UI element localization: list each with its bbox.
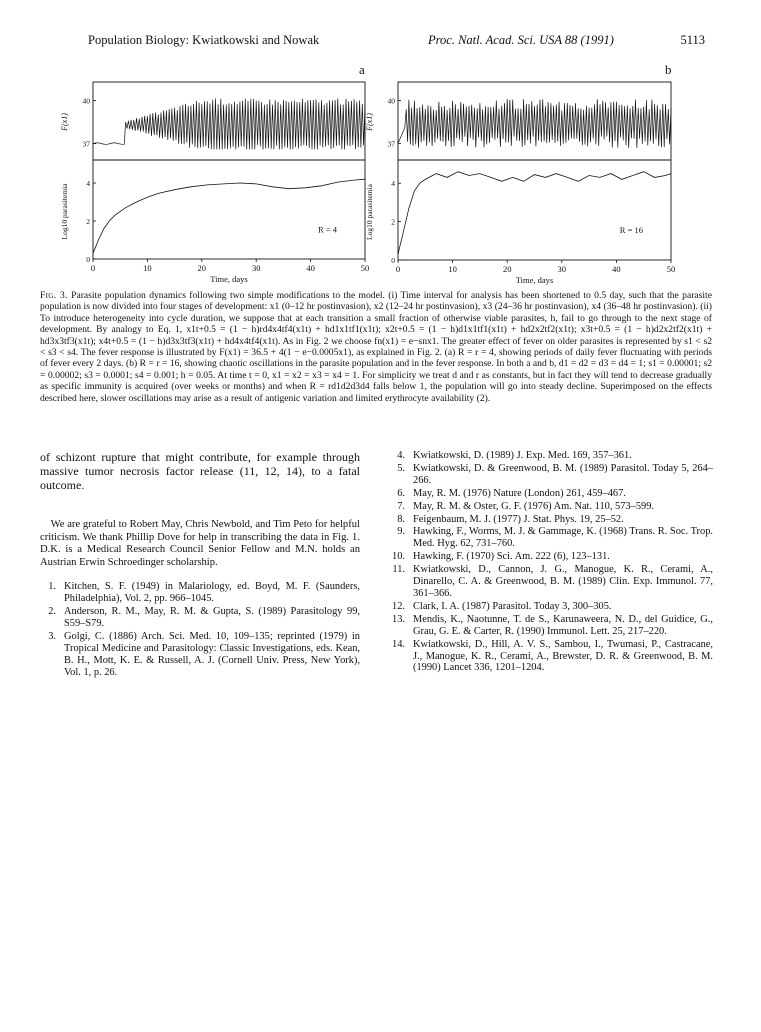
reference-number: 4. (397, 450, 405, 461)
y-tick-label: 40 (82, 96, 90, 106)
reference-item (385, 514, 713, 526)
reference-text: Golgi, C. (1886) Arch. Sci. Med. 10, 109–135; reprinted (1979) in Tropical Medicine and Parasitology: Classic Investigations, eds. Kean, B. H., Mott, K. E. & Russell, A. J. (Cornell Univ. Press, New York), Vol. 1, p. 26. (64, 631, 360, 678)
x-tick-label: 10 (143, 263, 152, 273)
figure-3-charts (0, 0, 761, 290)
reference-number: 12. (392, 600, 405, 612)
x-tick-label: 10 (448, 264, 457, 274)
reference-item (385, 501, 713, 513)
x-tick-label: 50 (666, 264, 676, 274)
reference-text: Feigenbaum, M. J. (1977) J. Stat. Phys. 19, 25–52. (413, 513, 624, 525)
x-tick-label: 40 (306, 263, 315, 273)
reference-number: 6. (397, 487, 405, 499)
x-tick-label: 20 (197, 263, 207, 273)
x-tick-label: 30 (557, 264, 567, 274)
reference-list-left (40, 581, 360, 678)
reference-text: Kwiatkowski, D., Hill, A. V. S., Sambou, I., Twumasi, P., Castracane, J., Manogue, K. R., Cerami, A., Brewster, D. R. & Greenwood, B. M. (1990) Lancet 336, 1201–1204. (413, 638, 713, 674)
x-tick-label: 50 (360, 263, 370, 273)
x-tick-label: 40 (612, 264, 621, 274)
reference-item (385, 601, 713, 613)
x-axis-label: Time, days (515, 275, 554, 285)
y-axis-label-lower: Log10 parasitemia (365, 183, 374, 241)
caption-label: Fig. 3. (40, 290, 68, 301)
parasitemia-series-line (398, 172, 671, 255)
y-tick-label: 37 (387, 139, 395, 149)
y-tick-label: 2 (86, 217, 90, 226)
y-tick-label: 2 (391, 217, 395, 227)
reference-number: 2. (48, 606, 56, 618)
y-tick-label: 37 (82, 139, 90, 149)
x-axis-label: Time, days (210, 274, 248, 284)
left-column (40, 450, 360, 680)
y-tick-label: 40 (387, 96, 395, 106)
reference-item (40, 606, 360, 630)
reference-item (385, 526, 713, 550)
y-tick-label: 0 (391, 256, 395, 265)
reference-text: Clark, I. A. (1987) Parasitol. Today 3, 300–305. (413, 600, 612, 612)
y-axis-label-lower: Log10 parasitemia (60, 183, 69, 240)
reference-text: Hawking, F., Worms, M. J. & Gammage, K. (1968) Trans. R. Soc. Trop. Med. Hyg. 62, 731–760. (413, 526, 713, 550)
x-tick-label: 20 (502, 264, 512, 274)
r-value-annotation: R = 16 (619, 225, 643, 236)
reference-item (385, 463, 713, 487)
reference-item (385, 614, 713, 638)
reference-text: Anderson, R. M., May, R. M. & Gupta, S. (1989) Parasitology 99, S59–S79. (64, 606, 360, 630)
figure-caption (40, 290, 712, 404)
panel-label: b (665, 62, 672, 77)
reference-number: 5. (397, 462, 405, 474)
reference-item (40, 631, 360, 679)
reference-item (385, 564, 713, 600)
reference-number: 1. (48, 581, 56, 593)
caption-text: Parasite population dynamics following two simple modifications to the model. (i) Time interval for analysis has been shortened to 0.5 day, such that the parasite population is now divided into four stages of development: x1 (0–12 hr postinvasion), x2 (12–24 hr postinvasion), x3 (24–36 hr postinvasion), x4 (36–48 hr postinvasion). (ii) To introduce heterogeneity into cycle duration, we suppose that at each transition a small fraction of otherwise viable parasites, h, fail to go through to the next stage of development. By analogy to Eq. 1, x1t+0.5 = (1 − h)rd4x4tf4(x1t) + hd1x1tf1(x1t); x2t+0.5 = (1 − h)d1x1tf1(x1t) + hd2x2tf2(x1t); x3t+0.5 = (1 − h)d2x2tf2(x1t) + hd3x3tf3(x1t); x4t+0.5 = (1 − h)d3x3tf3(x1t) + hd4x4tf4(x1t). As in Fig. 2 we choose fn(x1) = e−snx1. The greater effect of fever on older parasites is represented by s1 < s2 < s3 < s4. The fever response is illustrated by F(x1) = 36.5 + 4(1 − e−0.0005x1), as explained in Fig. 2. (a) R = r = 4, showing periods of daily fever fluctuating with periods of fever every 2 days. (b) R = r = 16, showing chaotic oscillations in the parasite population and in the fever response. In both a and b, d1 = d2 = d3 = d4 = 1; s1 = 0.00001; s2 = 0.00002; s3 = 0.0001; s4 = 0.001; h = 0.05. At time t = 0, x1 = x2 = x3 = x4 = 1. For simplicity we treat d and r as constants, but in fact they will tend to decrease gradually as specific immunity is acquired (over weeks or months) and when R = rd1d2d3d4 falls below 1, the population will go into steady decline. Superimposed on the effects described here, slower oscillations may arise as a result of antigenic variation and limited erythrocyte availability (2). (40, 290, 712, 404)
running-head: Population Biology: Kwiatkowski and Nowak (88, 33, 320, 47)
reference-item (385, 639, 713, 675)
fever-series-line (93, 98, 365, 149)
r-value-annotation: R = 4 (318, 224, 337, 235)
reference-item (385, 450, 713, 462)
reference-text: Kwiatkowski, D. & Greenwood, B. M. (1989) Parasitol. Today 5, 264–266. (413, 462, 713, 486)
reference-number: 9. (397, 526, 405, 538)
reference-text: Mendis, K., Naotunne, T. de S., Karunaweera, N. D., del Guidice, G., Grau, G. E. & Carter, R. (1990) Immunol. Lett. 25, 217–220. (413, 613, 713, 637)
reference-number: 8. (397, 513, 405, 525)
reference-item (40, 581, 360, 605)
parasitemia-series-line (93, 179, 365, 253)
reference-item (385, 488, 713, 500)
journal-citation: Proc. Natl. Acad. Sci. USA 88 (1991) (428, 33, 614, 47)
fever-series-line (398, 99, 671, 148)
y-tick-label: 4 (391, 179, 395, 189)
y-axis-label-upper: F(x1) (60, 113, 69, 131)
reference-number: 10. (392, 551, 405, 563)
reference-item (385, 551, 713, 563)
acknowledgement: We are grateful to Robert May, Chris Newbold, and Tim Peto for helpful criticism. We thank Phillip Dove for help in transcribing the data in Fig. 1. D.K. is a Medical Research Council Senior Fellow and M.N. holds an Austrian Erwin Schroedinger scholarship. (40, 519, 360, 568)
reference-number: 11. (392, 564, 405, 576)
reference-number: 14. (392, 638, 405, 650)
x-tick-label: 30 (251, 263, 261, 273)
right-column (385, 450, 713, 675)
reference-list-right (385, 450, 713, 674)
page-number: 5113 (680, 33, 705, 47)
y-axis-label-upper: F(x1) (365, 113, 374, 131)
reference-text: Kitchen, S. F. (1949) in Malariology, ed. Boyd, M. F. (Saunders, Philadelphia), Vol. 2, pp. 966–1045. (64, 581, 360, 605)
reference-text: Hawking, F. (1970) Sci. Am. 222 (6), 123–131. (413, 551, 610, 563)
x-tick-label: 0 (90, 263, 96, 273)
x-tick-label: 0 (395, 264, 401, 274)
reference-text: Kwiatkowski, D., Cannon, J. G., Manogue, K. R., Cerami, A., Dinarello, C. A. & Greenwood, B. M. (1989) Clin. Exp. Immunol. 77, 361–366. (413, 564, 713, 599)
reference-text: Kwiatkowski, D. (1989) J. Exp. Med. 169, 357–361. (413, 450, 632, 461)
reference-text: May, R. M. & Oster, G. F. (1976) Am. Nat. 110, 573–599. (413, 500, 654, 512)
reference-number: 13. (392, 613, 405, 625)
reference-number: 7. (397, 500, 405, 512)
y-tick-label: 0 (86, 255, 90, 264)
body-paragraph: of schizont rupture that might contribute, for example through massive tumor necrosis factor release (11, 12, 14), to a fatal outcome. (40, 450, 360, 492)
reference-text: May, R. M. (1976) Nature (London) 261, 459–467. (413, 487, 626, 499)
reference-number: 3. (48, 631, 56, 642)
panel-label: a (359, 62, 365, 77)
y-tick-label: 4 (86, 179, 90, 188)
